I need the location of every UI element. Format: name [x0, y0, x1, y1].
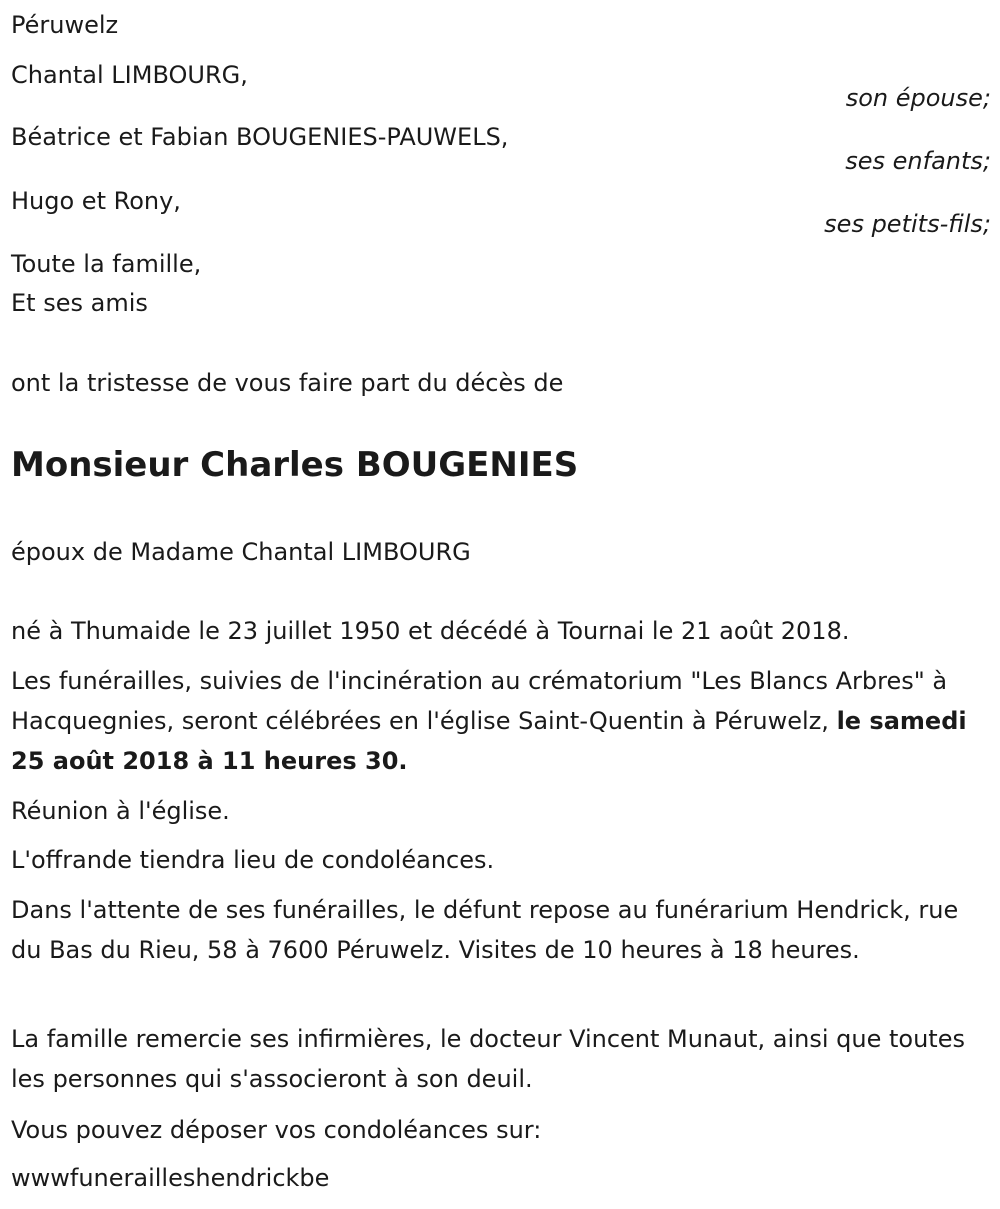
website-link[interactable]: wwwfunerailleshendrickbe: [11, 1164, 330, 1192]
funeral-date: le samedi 25 août 2018 à 11 heures 30.: [11, 707, 967, 775]
condolences-prompt: Vous pouvez déposer vos condoléances sur:: [11, 1116, 542, 1144]
family-children-name: Béatrice et Fabian BOUGENIES-PAUWELS,: [11, 123, 509, 151]
funeral-text: Les funérailles, suivies de l'incinération au crématorium "Les Blancs Arbres" à Hacquegnies, seront célébrées en l'église Saint-Quentin à Péruwelz,: [11, 667, 948, 735]
announcement: ont la tristesse de vous faire part du décès de: [11, 369, 564, 397]
family-others: Toute la famille,: [11, 250, 202, 278]
family-grandchildren-relation: ses petits-fils;: [824, 210, 991, 238]
birth-death: né à Thumaide le 23 juillet 1950 et décédé à Tournai le 21 août 2018.: [11, 617, 850, 645]
location: Péruwelz: [11, 11, 119, 39]
family-grandchildren-name: Hugo et Rony,: [11, 187, 181, 215]
friends: Et ses amis: [11, 289, 148, 317]
deceased-name: Monsieur Charles BOUGENIES: [11, 445, 579, 485]
thanks-paragraph: La famille remercie ses infirmières, le docteur Vincent Munaut, ainsi que toutes les personnes qui s'associeront à son deuil.: [11, 1025, 965, 1093]
family-spouse-relation: son épouse;: [845, 84, 991, 112]
family-children-relation: ses enfants;: [845, 147, 991, 175]
funeral-paragraph: [11, 661, 986, 781]
rest-paragraph: Dans l'attente de ses funérailles, le défunt repose au funérarium Hendrick, rue du Bas du Rieu, 58 à 7600 Péruwelz. Visites de 10 heures à 18 heures.: [11, 896, 959, 964]
reunion: Réunion à l'église.: [11, 797, 230, 825]
family-spouse-name: Chantal LIMBOURG,: [11, 61, 248, 89]
offering: L'offrande tiendra lieu de condoléances.: [11, 846, 495, 874]
spouse-line: époux de Madame Chantal LIMBOURG: [11, 538, 471, 566]
